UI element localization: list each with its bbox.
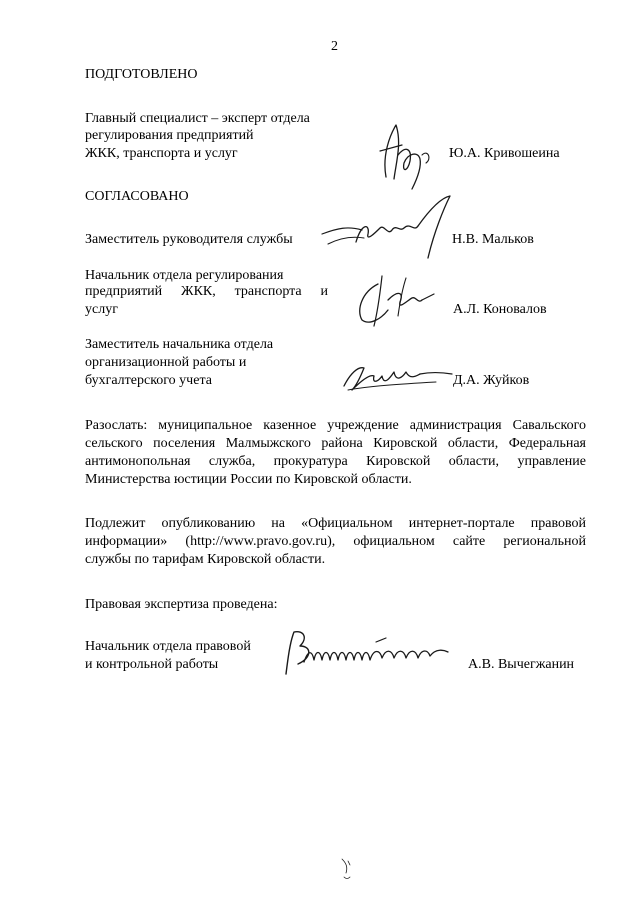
prepared-position-line-1: Главный специалист – эксперт отдела — [85, 111, 310, 126]
signer-3-position-line-2: организационной работы и — [85, 355, 247, 370]
signer-3-name: Д.А. Жуйков — [453, 373, 530, 388]
prepared-position-line-3: ЖКК, транспорта и услуг — [85, 146, 238, 161]
legal-review-statement: Правовая экспертиза проведена: — [85, 597, 278, 612]
signer-2-position-line-3: услуг — [85, 302, 118, 317]
distribution-paragraph: Разослать: муниципальное казенное учреждение администрация Савальского сельского поселения Малмыжского района Кировской области, Федеральная антимонопольная служба, прокуратура Кировской области, управление Министерства юстиции России по Кировской области. — [85, 418, 586, 487]
page-number: 2 — [331, 39, 338, 54]
signature-krivosheina — [372, 115, 442, 193]
signer-1-name: Н.В. Мальков — [452, 232, 534, 247]
prepared-name: Ю.А. Кривошеина — [449, 146, 560, 161]
signature-vychegzhanin — [278, 624, 460, 678]
agreed-heading: СОГЛАСОВАНО — [85, 189, 189, 204]
legal-review-position-line-2: и контрольной работы — [85, 657, 219, 672]
signer-2-name: А.Л. Коновалов — [453, 302, 547, 317]
signer-2-position-line-2: предприятий ЖКК, транспорта и — [85, 284, 328, 299]
signer-1-position-line-1: Заместитель руководителя службы — [85, 232, 293, 247]
signer-3-position-line-1: Заместитель начальника отдела — [85, 337, 274, 352]
signature-konovalov — [352, 270, 442, 330]
signature-malkov — [318, 192, 458, 262]
prepared-heading: ПОДГОТОВЛЕНО — [85, 67, 198, 82]
signer-2-position-line-1: Начальник отдела регулирования — [85, 268, 284, 283]
prepared-position-line-2: регулирования предприятий — [85, 128, 254, 143]
legal-review-position-line-1: Начальник отдела правовой — [85, 639, 251, 654]
publication-paragraph: Подлежит опубликованию на «Официальном интернет-портале правовой информации» (http://www.pravo.gov.ru), официальном сайте региональной службы по тарифам Кировской области. — [85, 516, 586, 567]
signer-3-position-line-3: бухгалтерского учета — [85, 373, 212, 388]
signature-zhuykov — [340, 356, 456, 396]
legal-review-name: А.В. Вычегжанин — [468, 657, 575, 672]
scan-mark — [336, 855, 356, 883]
